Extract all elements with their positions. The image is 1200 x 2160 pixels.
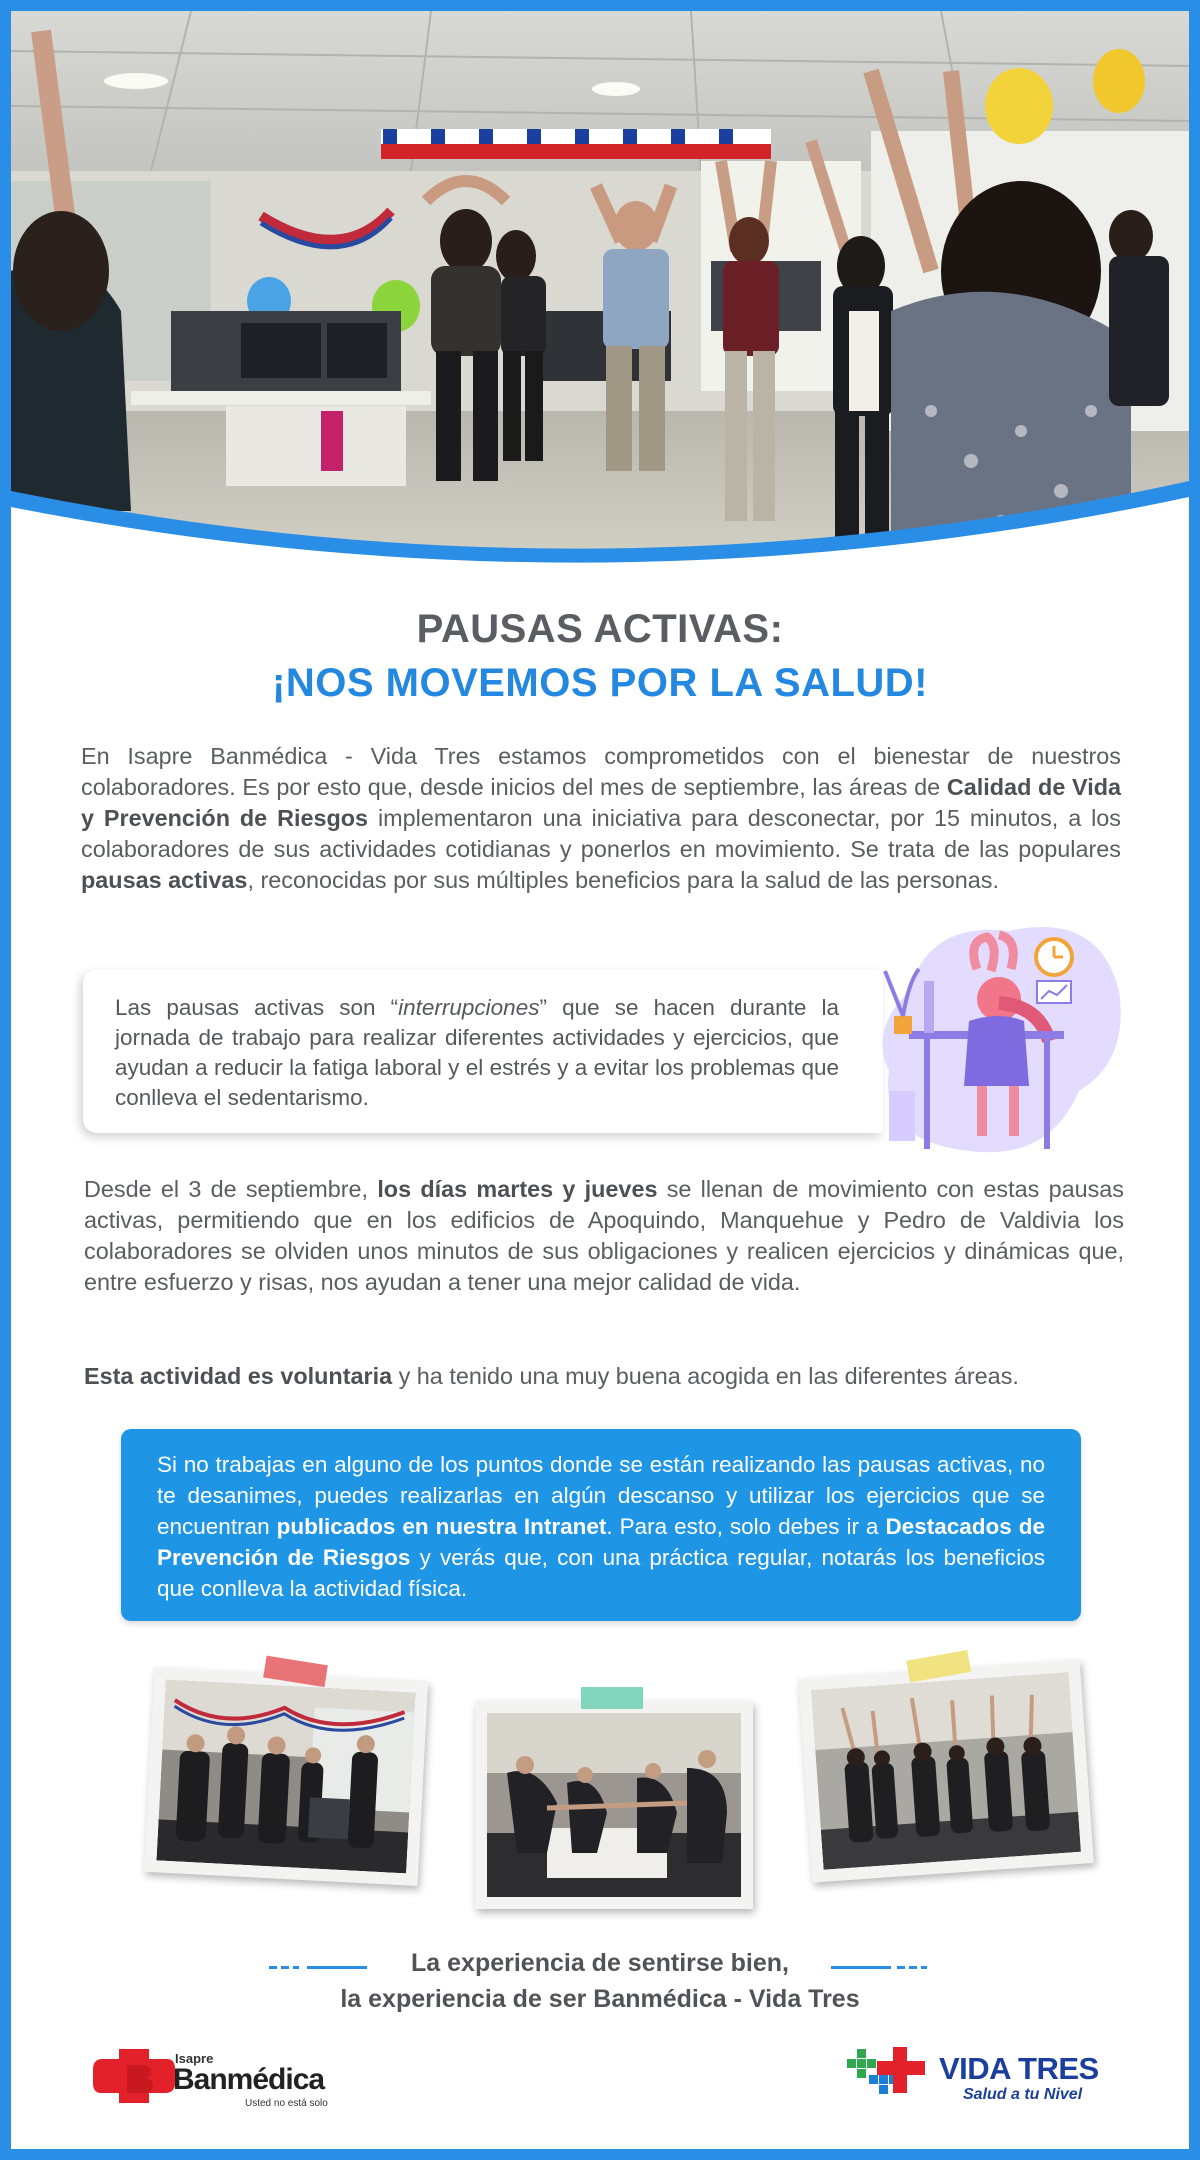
- quote-italic: interrupciones: [398, 995, 540, 1020]
- banmedica-logo-small-text: Isapre: [175, 2051, 214, 2066]
- tape-green: [581, 1687, 643, 1709]
- intro-bold-pausas: pausas activas: [81, 867, 248, 893]
- callout-bold-intranet: publicados en nuestra Intranet: [276, 1514, 607, 1539]
- intro-bold-areas: Calidad de Vida y Prevención de Riesgos: [81, 774, 1121, 831]
- slogan-line-2: la experiencia de ser Banmédica - Vida Tres: [340, 1985, 860, 2013]
- callout-bold-destacados: Destacados de Prevención de Riesgos: [157, 1514, 1045, 1570]
- polaroid-photo-3: [798, 1659, 1094, 1882]
- title-line-2: ¡NOS MOVEMOS POR LA SALUD!: [272, 661, 928, 705]
- polaroid-photo-2: [475, 1701, 753, 1909]
- voluntary-bold: Esta actividad es voluntaria: [84, 1363, 393, 1389]
- hero-photo: [11, 11, 1189, 571]
- schedule-bold-days: los días martes y jueves: [377, 1176, 658, 1202]
- intranet-callout-box: Si no trabajas en alguno de los puntos donde se están realizando las pausas activas, no te desanimes, puedes realizarlas en algún descanso y utilizar los ejercicios que se encuentran publicados en nuestra Intranet. Para esto, solo debes ir a Destacados de Prevención de Riesgos y verás que, con una práctica regular, notarás los beneficios que conlleva la actividad física.: [121, 1429, 1081, 1621]
- definition-quote-box: Las pausas activas son “interrupciones” que se hacen durante la jornada de trabajo para realizar diferentes actividades y ejercicios, que ayudan a reducir la fatiga laboral y el estrés y a evitar los problemas que conlleva el sedentarismo.: [83, 969, 883, 1133]
- schedule-paragraph: Desde el 3 de septiembre, los días martes y jueves se llenan de movimiento con estas pausas activas, permitiendo que en los edificios de Apoquindo, Manquehue y Pedro de Valdivia los colaboradores se olviden unos minutos de sus obligaciones y realicen ejercicios y dinámicas que, entre esfuerzo y risas, nos ayudan a tener una mejor calidad de vida.: [84, 1176, 1125, 1295]
- voluntary-paragraph: Esta actividad es voluntaria y ha tenido una muy buena acogida en las diferentes áreas.: [84, 1363, 1019, 1389]
- intro-paragraph: En Isapre Banmédica - Vida Tres estamos comprometidos con el bienestar de nuestros colaboradores. Es por esto que, desde inicios del mes de septiembre, las áreas de Calidad de Vida y Prevención de Riesgos implementaron una iniciativa para desconectar, por 15 minutos, a los colaboradores de sus actividades cotidianas y ponerlos en movimiento. Se trata de las populares pausas activas, reconocidas por sus múltiples beneficios para la salud de las personas.: [81, 743, 1121, 893]
- tape-yellow: [906, 1650, 971, 1682]
- banmedica-logo-tagline: Usted no está solo: [245, 2098, 328, 2109]
- polaroid-photo-1: [144, 1667, 428, 1886]
- title-line-1: PAUSAS ACTIVAS:: [416, 607, 784, 651]
- tape-red: [263, 1656, 328, 1687]
- desk-worker-illustration: [849, 911, 1129, 1161]
- vidatres-logo-tagline: Salud a tu Nivel: [963, 2086, 1083, 2103]
- slogan-line-1: La experiencia de sentirse bien,: [411, 1949, 789, 1977]
- vidatres-logo-name: VIDA TRES: [939, 2051, 1099, 2086]
- banmedica-logo-name: Banmédica: [173, 2063, 325, 2096]
